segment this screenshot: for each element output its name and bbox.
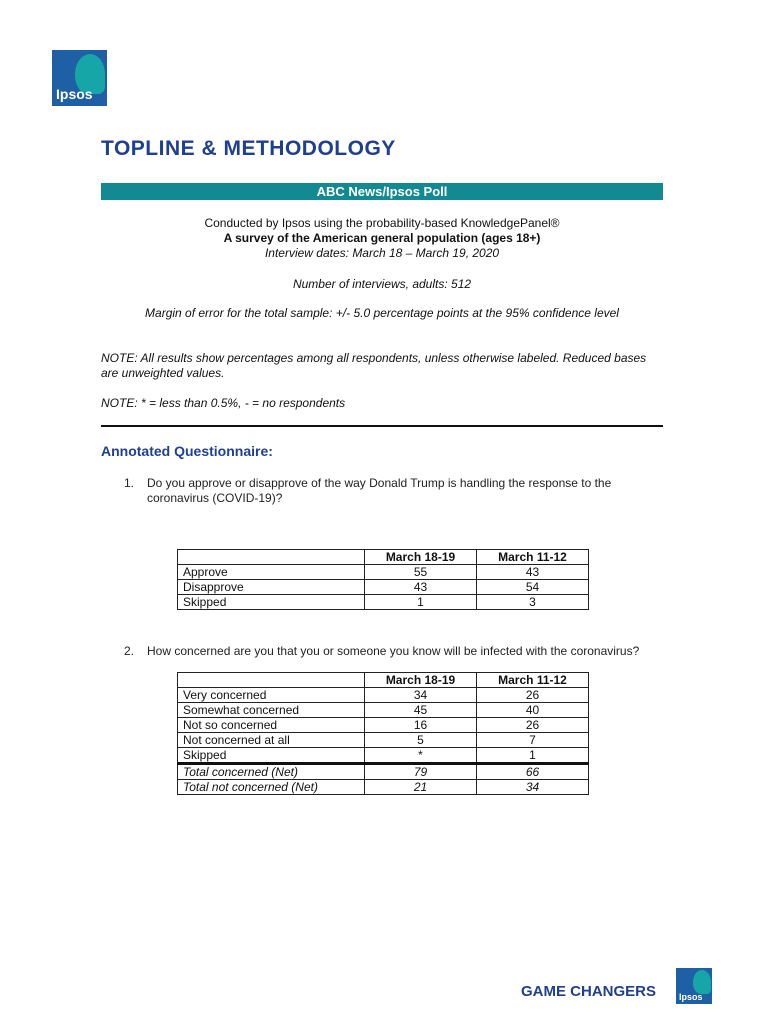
cell-value: 21 — [365, 780, 477, 795]
question-number: 2. — [124, 644, 135, 658]
column-header: March 11-12 — [477, 550, 589, 565]
table-row — [178, 688, 589, 703]
margin-of-error: Margin of error for the total sample: +/- 5.0 percentage points at the 95% confidence level — [145, 306, 619, 320]
table-row-net — [178, 764, 589, 780]
cell-value: 5 — [365, 733, 477, 748]
question-text: How concerned are you that you or someone you know will be infected with the coronavirus? — [147, 644, 640, 658]
footer-tagline: GAME CHANGERS — [521, 983, 657, 1000]
methodology-intro — [101, 216, 663, 261]
cell-value: 45 — [365, 703, 477, 718]
logo-text: Ipsos — [56, 86, 93, 102]
column-header: March 18-19 — [365, 673, 477, 688]
table-row-net — [178, 780, 589, 795]
table-row — [178, 718, 589, 733]
footer-logo-text: Ipsos — [679, 992, 703, 1002]
cell-value: 26 — [477, 718, 589, 733]
cell-value: 55 — [365, 565, 477, 580]
row-label: Skipped — [178, 748, 365, 764]
question-1 — [124, 476, 664, 506]
question-2-table — [177, 672, 589, 795]
column-header — [178, 673, 365, 688]
cell-value: 1 — [365, 595, 477, 610]
row-label: Approve — [178, 565, 365, 580]
table-header-row — [178, 673, 589, 688]
row-label: Disapprove — [178, 580, 365, 595]
table-header-row — [178, 550, 589, 565]
number-of-interviews: Number of interviews, adults: 512 — [292, 277, 472, 291]
cell-value: 1 — [477, 748, 589, 764]
section-divider — [101, 425, 663, 427]
row-label: Total not concerned (Net) — [178, 780, 365, 795]
column-header: March 18-19 — [365, 550, 477, 565]
cell-value: * — [365, 748, 477, 764]
question-1-table — [177, 549, 589, 610]
note-symbols: NOTE: * = less than 0.5%, - = no respondents — [101, 396, 346, 410]
question-text: Do you approve or disapprove of the way Donald Trump is handling the response to the coronavirus (COVID-19)? — [147, 476, 612, 505]
cell-value: 66 — [477, 764, 589, 780]
cell-value: 43 — [477, 565, 589, 580]
table-row — [178, 748, 589, 764]
question-number: 1. — [124, 476, 135, 490]
row-label: Total concerned (Net) — [178, 764, 365, 780]
question-2 — [124, 644, 664, 659]
page-title: TOPLINE & METHODOLOGY — [101, 137, 396, 160]
cell-value: 7 — [477, 733, 589, 748]
column-header — [178, 550, 365, 565]
column-header: March 11-12 — [477, 673, 589, 688]
table-row — [178, 703, 589, 718]
cell-value: 79 — [365, 764, 477, 780]
cell-value: 3 — [477, 595, 589, 610]
cell-value: 54 — [477, 580, 589, 595]
cell-value: 43 — [365, 580, 477, 595]
table-row — [178, 565, 589, 580]
intro-line-2: A survey of the American general population (ages 18+) — [223, 231, 541, 245]
table-row — [178, 595, 589, 610]
row-label: Not so concerned — [178, 718, 365, 733]
ipsos-logo — [52, 50, 107, 106]
poll-banner: ABC News/Ipsos Poll — [101, 183, 663, 200]
cell-value: 40 — [477, 703, 589, 718]
table-row — [178, 580, 589, 595]
intro-line-1: Conducted by Ipsos using the probability-based KnowledgePanel® — [204, 216, 560, 230]
head-silhouette-icon — [693, 970, 711, 994]
cell-value: 16 — [365, 718, 477, 733]
questionnaire-title: Annotated Questionnaire: — [101, 443, 273, 459]
note-results: NOTE: All results show percentages among all respondents, unless otherwise labeled. Reduced bases are unweighted values. — [101, 351, 647, 380]
table-row — [178, 733, 589, 748]
cell-value: 34 — [477, 780, 589, 795]
footer-ipsos-logo — [676, 968, 712, 1004]
row-label: Somewhat concerned — [178, 703, 365, 718]
cell-value: 26 — [477, 688, 589, 703]
row-label: Very concerned — [178, 688, 365, 703]
interview-dates: Interview dates: March 18 – March 19, 2020 — [264, 246, 500, 260]
row-label: Not concerned at all — [178, 733, 365, 748]
cell-value: 34 — [365, 688, 477, 703]
row-label: Skipped — [178, 595, 365, 610]
